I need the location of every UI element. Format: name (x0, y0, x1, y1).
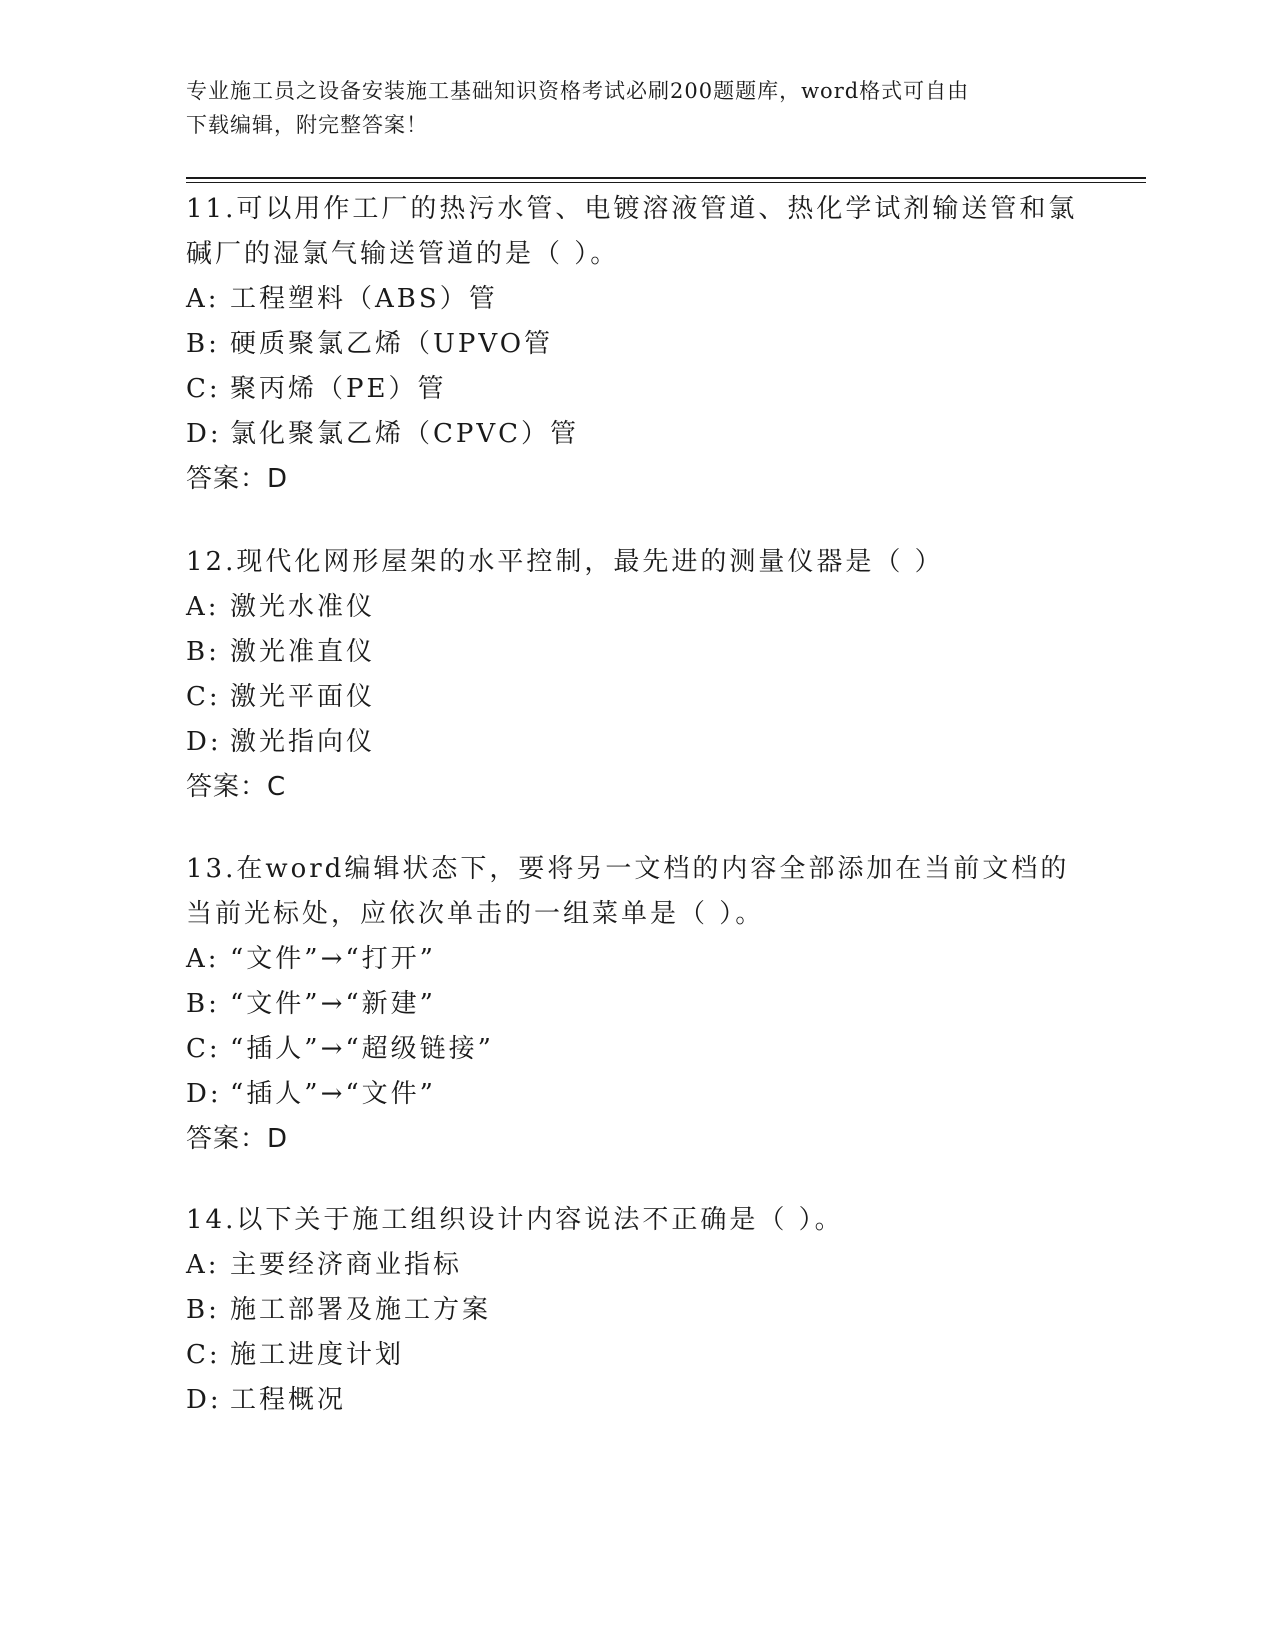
option-a (186, 277, 1086, 322)
option-b (186, 982, 1086, 1027)
question-stem: 14.以下关于施工组织设计内容说法不正确是（ ）。 (186, 1205, 844, 1235)
option-letter: B: (186, 637, 220, 667)
option-letter: C: (186, 1340, 221, 1370)
answer-line: 答案：C (186, 772, 287, 802)
question-stem: 12.现代化网形屋架的水平控制，最先进的测量仪器是（ ） (186, 547, 944, 577)
question-12 (186, 540, 1086, 810)
option-d (186, 720, 1086, 765)
question-stem: 11.可以用作工厂的热污水管、电镀溶液管道、热化学试剂输送管和氯碱厂的湿氯气输送管道的是（ ）。 (186, 194, 1078, 269)
option-text: “插人”→“文件” (230, 1079, 436, 1109)
option-text: “文件”→“新建” (230, 989, 436, 1019)
option-text: “文件”→“打开” (230, 944, 436, 974)
option-c (186, 1027, 1086, 1072)
option-text: 聚丙烯（PE）管 (230, 374, 447, 404)
option-text: 激光水准仪 (230, 592, 376, 622)
header-divider-thin (186, 182, 1146, 183)
option-a (186, 585, 1086, 630)
option-d (186, 1378, 1086, 1423)
option-c (186, 675, 1086, 720)
question-13 (186, 847, 1086, 1162)
option-a (186, 937, 1086, 982)
header-divider-thick (186, 177, 1146, 179)
header-line-1: 专业施工员之设备安装施工基础知识资格考试必刷200题题库，word格式可自由 (186, 79, 970, 103)
option-a (186, 1243, 1086, 1288)
option-letter: B: (186, 329, 220, 359)
option-text: 主要经济商业指标 (230, 1250, 463, 1280)
option-letter: C: (186, 1034, 221, 1064)
option-text: 激光准直仪 (230, 637, 376, 667)
option-b (186, 322, 1086, 367)
header-line-2: 下载编辑，附完整答案！ (186, 113, 428, 137)
option-letter: A: (186, 944, 220, 974)
option-c (186, 1333, 1086, 1378)
answer-line: 答案：D (186, 464, 289, 494)
option-text: “插人”→“超级链接” (230, 1034, 494, 1064)
option-b (186, 1288, 1086, 1333)
option-letter: C: (186, 682, 221, 712)
option-letter: A: (186, 592, 220, 622)
option-letter: D: (186, 1079, 222, 1109)
option-text: 激光指向仪 (230, 727, 376, 757)
option-text: 工程塑料（ABS）管 (230, 284, 498, 314)
option-text: 激光平面仪 (230, 682, 376, 712)
option-text: 氯化聚氯乙烯（CPVC）管 (230, 419, 580, 449)
option-letter: B: (186, 1295, 220, 1325)
option-text: 硬质聚氯乙烯（UPVO管 (230, 329, 554, 359)
option-letter: B: (186, 989, 220, 1019)
option-b (186, 630, 1086, 675)
question-14 (186, 1198, 1086, 1423)
document-header (186, 74, 1066, 142)
option-c (186, 367, 1086, 412)
option-d (186, 412, 1086, 457)
option-letter: A: (186, 1250, 220, 1280)
question-11 (186, 187, 1086, 502)
option-text: 工程概况 (230, 1385, 347, 1415)
answer-line: 答案：D (186, 1124, 289, 1154)
option-letter: D: (186, 727, 222, 757)
option-letter: C: (186, 374, 221, 404)
option-text: 施工进度计划 (230, 1340, 405, 1370)
question-stem: 13.在word编辑状态下，要将另一文档的内容全部添加在当前文档的当前光标处，应依次单击的一组菜单是（ ）。 (186, 854, 1070, 929)
option-d (186, 1072, 1086, 1117)
option-text: 施工部署及施工方案 (230, 1295, 492, 1325)
option-letter: D: (186, 419, 222, 449)
option-letter: D: (186, 1385, 222, 1415)
option-letter: A: (186, 284, 220, 314)
